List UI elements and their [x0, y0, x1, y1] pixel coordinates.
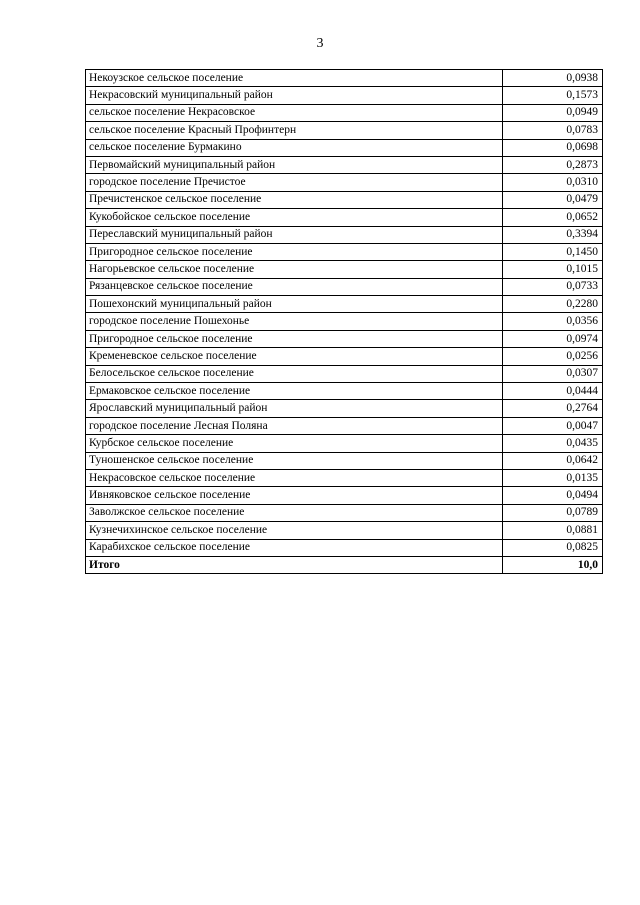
row-name: Пригородное сельское поселение	[86, 243, 503, 260]
row-name: Ярославский муниципальный район	[86, 400, 503, 417]
row-value: 0,0789	[503, 504, 603, 521]
total-label: Итого	[86, 556, 503, 573]
row-name: городское поселение Лесная Поляна	[86, 417, 503, 434]
row-value: 0,0356	[503, 313, 603, 330]
row-value: 0,0307	[503, 365, 603, 382]
row-value: 0,0974	[503, 330, 603, 347]
row-value: 0,0783	[503, 122, 603, 139]
table-row	[86, 417, 603, 434]
row-value: 0,0825	[503, 539, 603, 556]
row-name: Переславский муниципальный район	[86, 226, 503, 243]
table-row	[86, 139, 603, 156]
row-value: 0,1015	[503, 261, 603, 278]
page-number: 3	[316, 36, 324, 51]
table-row	[86, 383, 603, 400]
table-row	[86, 435, 603, 452]
row-value: 0,2280	[503, 296, 603, 313]
row-value: 0,2764	[503, 400, 603, 417]
row-name: городское поселение Пречистое	[86, 174, 503, 191]
row-name: Белосельское сельское поселение	[86, 365, 503, 382]
row-value: 0,0444	[503, 383, 603, 400]
row-name: Карабихское сельское поселение	[86, 539, 503, 556]
row-name: Некрасовский муниципальный район	[86, 87, 503, 104]
row-name: Ивняковское сельское поселение	[86, 487, 503, 504]
table-row	[86, 70, 603, 87]
table-row	[86, 122, 603, 139]
row-name: Некрасовское сельское поселение	[86, 469, 503, 486]
row-value: 0,0949	[503, 104, 603, 121]
total-value: 10,0	[503, 556, 603, 573]
row-name: городское поселение Пошехонье	[86, 313, 503, 330]
table-row	[86, 296, 603, 313]
table-row	[86, 348, 603, 365]
table-row	[86, 400, 603, 417]
table-row	[86, 209, 603, 226]
table-row	[86, 504, 603, 521]
total-row	[86, 556, 603, 573]
row-name: Ермаковское сельское поселение	[86, 383, 503, 400]
table-row	[86, 104, 603, 121]
table-row	[86, 365, 603, 382]
row-value: 0,0479	[503, 191, 603, 208]
table-row	[86, 191, 603, 208]
row-name: сельское поселение Некрасовское	[86, 104, 503, 121]
row-value: 0,0494	[503, 487, 603, 504]
table-row	[86, 87, 603, 104]
row-value: 0,0047	[503, 417, 603, 434]
row-value: 0,0642	[503, 452, 603, 469]
row-name: Пречистенское сельское поселение	[86, 191, 503, 208]
table-row	[86, 243, 603, 260]
row-name: Пошехонский муниципальный район	[86, 296, 503, 313]
table-row	[86, 487, 603, 504]
row-value: 0,0135	[503, 469, 603, 486]
table-row	[86, 313, 603, 330]
row-value: 0,3394	[503, 226, 603, 243]
row-name: Пригородное сельское поселение	[86, 330, 503, 347]
row-value: 0,0938	[503, 70, 603, 87]
row-name: Туношенское сельское поселение	[86, 452, 503, 469]
row-name: Курбское сельское поселение	[86, 435, 503, 452]
row-value: 0,0652	[503, 209, 603, 226]
table-row	[86, 452, 603, 469]
row-value: 0,0256	[503, 348, 603, 365]
row-name: Кузнечихинское сельское поселение	[86, 522, 503, 539]
table-row	[86, 278, 603, 295]
row-value: 0,0310	[503, 174, 603, 191]
allocation-table	[85, 69, 603, 574]
row-name: Заволжское сельское поселение	[86, 504, 503, 521]
row-name: сельское поселение Бурмакино	[86, 139, 503, 156]
table-row	[86, 226, 603, 243]
row-name: Некоузское сельское поселение	[86, 70, 503, 87]
row-value: 0,0435	[503, 435, 603, 452]
row-value: 0,0881	[503, 522, 603, 539]
row-name: Первомайский муниципальный район	[86, 156, 503, 173]
table-row	[86, 469, 603, 486]
row-value: 0,1573	[503, 87, 603, 104]
table-row	[86, 261, 603, 278]
table-row	[86, 522, 603, 539]
table-row	[86, 330, 603, 347]
row-name: сельское поселение Красный Профинтерн	[86, 122, 503, 139]
row-name: Кукобойское сельское поселение	[86, 209, 503, 226]
row-value: 0,0698	[503, 139, 603, 156]
row-value: 0,0733	[503, 278, 603, 295]
row-name: Кременевское сельское поселение	[86, 348, 503, 365]
table-row	[86, 156, 603, 173]
table-row	[86, 174, 603, 191]
table-row	[86, 539, 603, 556]
row-value: 0,2873	[503, 156, 603, 173]
row-name: Рязанцевское сельское поселение	[86, 278, 503, 295]
row-value: 0,1450	[503, 243, 603, 260]
row-name: Нагорьевское сельское поселение	[86, 261, 503, 278]
